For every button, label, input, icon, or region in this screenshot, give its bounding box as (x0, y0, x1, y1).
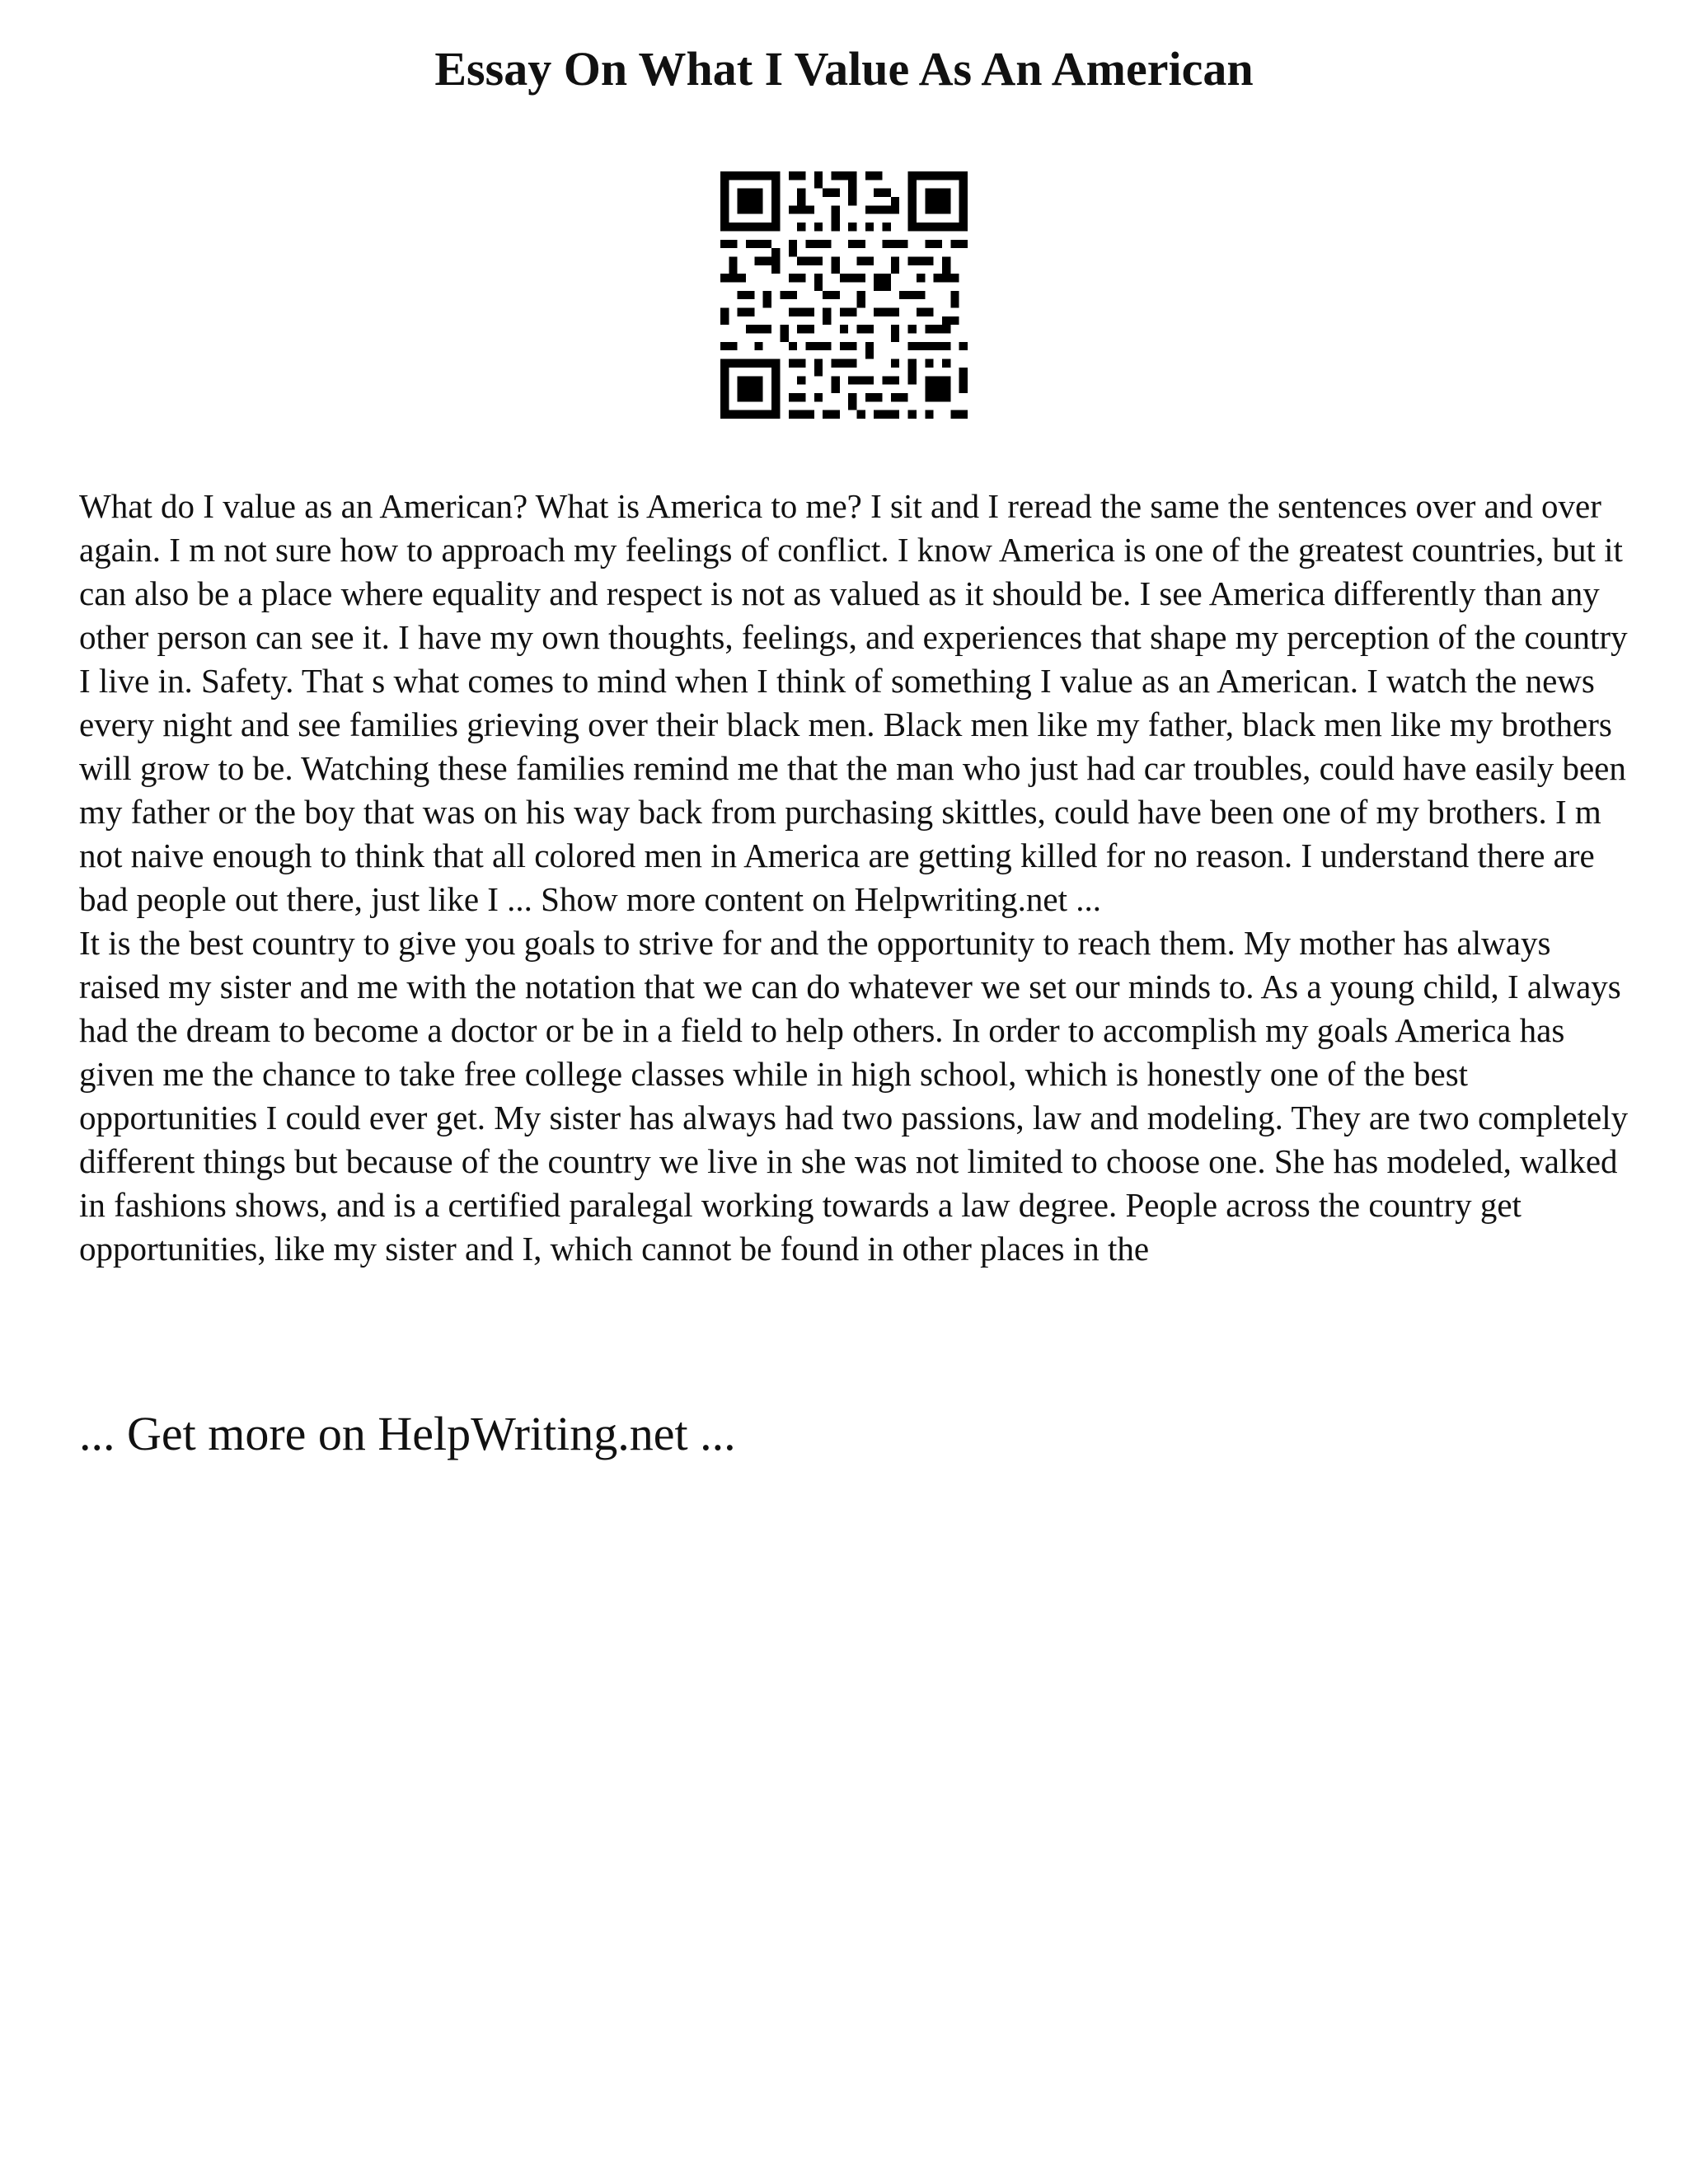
essay-body (79, 485, 1629, 1271)
qr-code-icon (720, 171, 968, 419)
get-more-link[interactable]: ... Get more on HelpWriting.net ... (79, 1407, 736, 1460)
essay-paragraph: What do I value as an American? What is America to me? I sit and I reread the same the sentences over and over again. I m not sure how to approach my feelings of conflict. I know America is one of the greatest countries, but it can also be a place where equality and respect is not as valued as it should be. I see America differently than any other person can see it. I have my own thoughts, feelings, and experiences that shape my perception of the country I live in. Safety. That s what comes to mind when I think of something I value as an American. I watch the news every night and see families grieving over their black men. Black men like my father, black men like my brothers will grow to be. Watching these families remind me that the man who just had car troubles, could have easily been my father or the boy that was on his way back from purchasing skittles, could have been one of my brothers. I m not naive enough to think that all colored men in America are getting killed for no reason. I understand there are bad people out there, just like I ... Show more content on Helpwriting.net ... (79, 487, 1628, 918)
essay-paragraph: It is the best country to give you goals to strive for and the opportunity to reach them. My mother has always raised my sister and me with the notation that we can do whatever we set our minds to. As a young child, I always had the dream to become a doctor or be in a field to help others. In order to accomplish my goals America has given me the chance to take free college classes while in high school, which is honestly one of the best opportunities I could ever get. My sister has always had two passions, law and modeling. They are two completely different things but because of the country we live in she was not limited to choose one. She has modeled, walked in fashions shows, and is a certified paralegal working towards a law degree. People across the country get opportunities, like my sister and I, which cannot be found in other places in the (79, 924, 1629, 1268)
page-title: Essay On What I Value As An American (434, 42, 1254, 96)
